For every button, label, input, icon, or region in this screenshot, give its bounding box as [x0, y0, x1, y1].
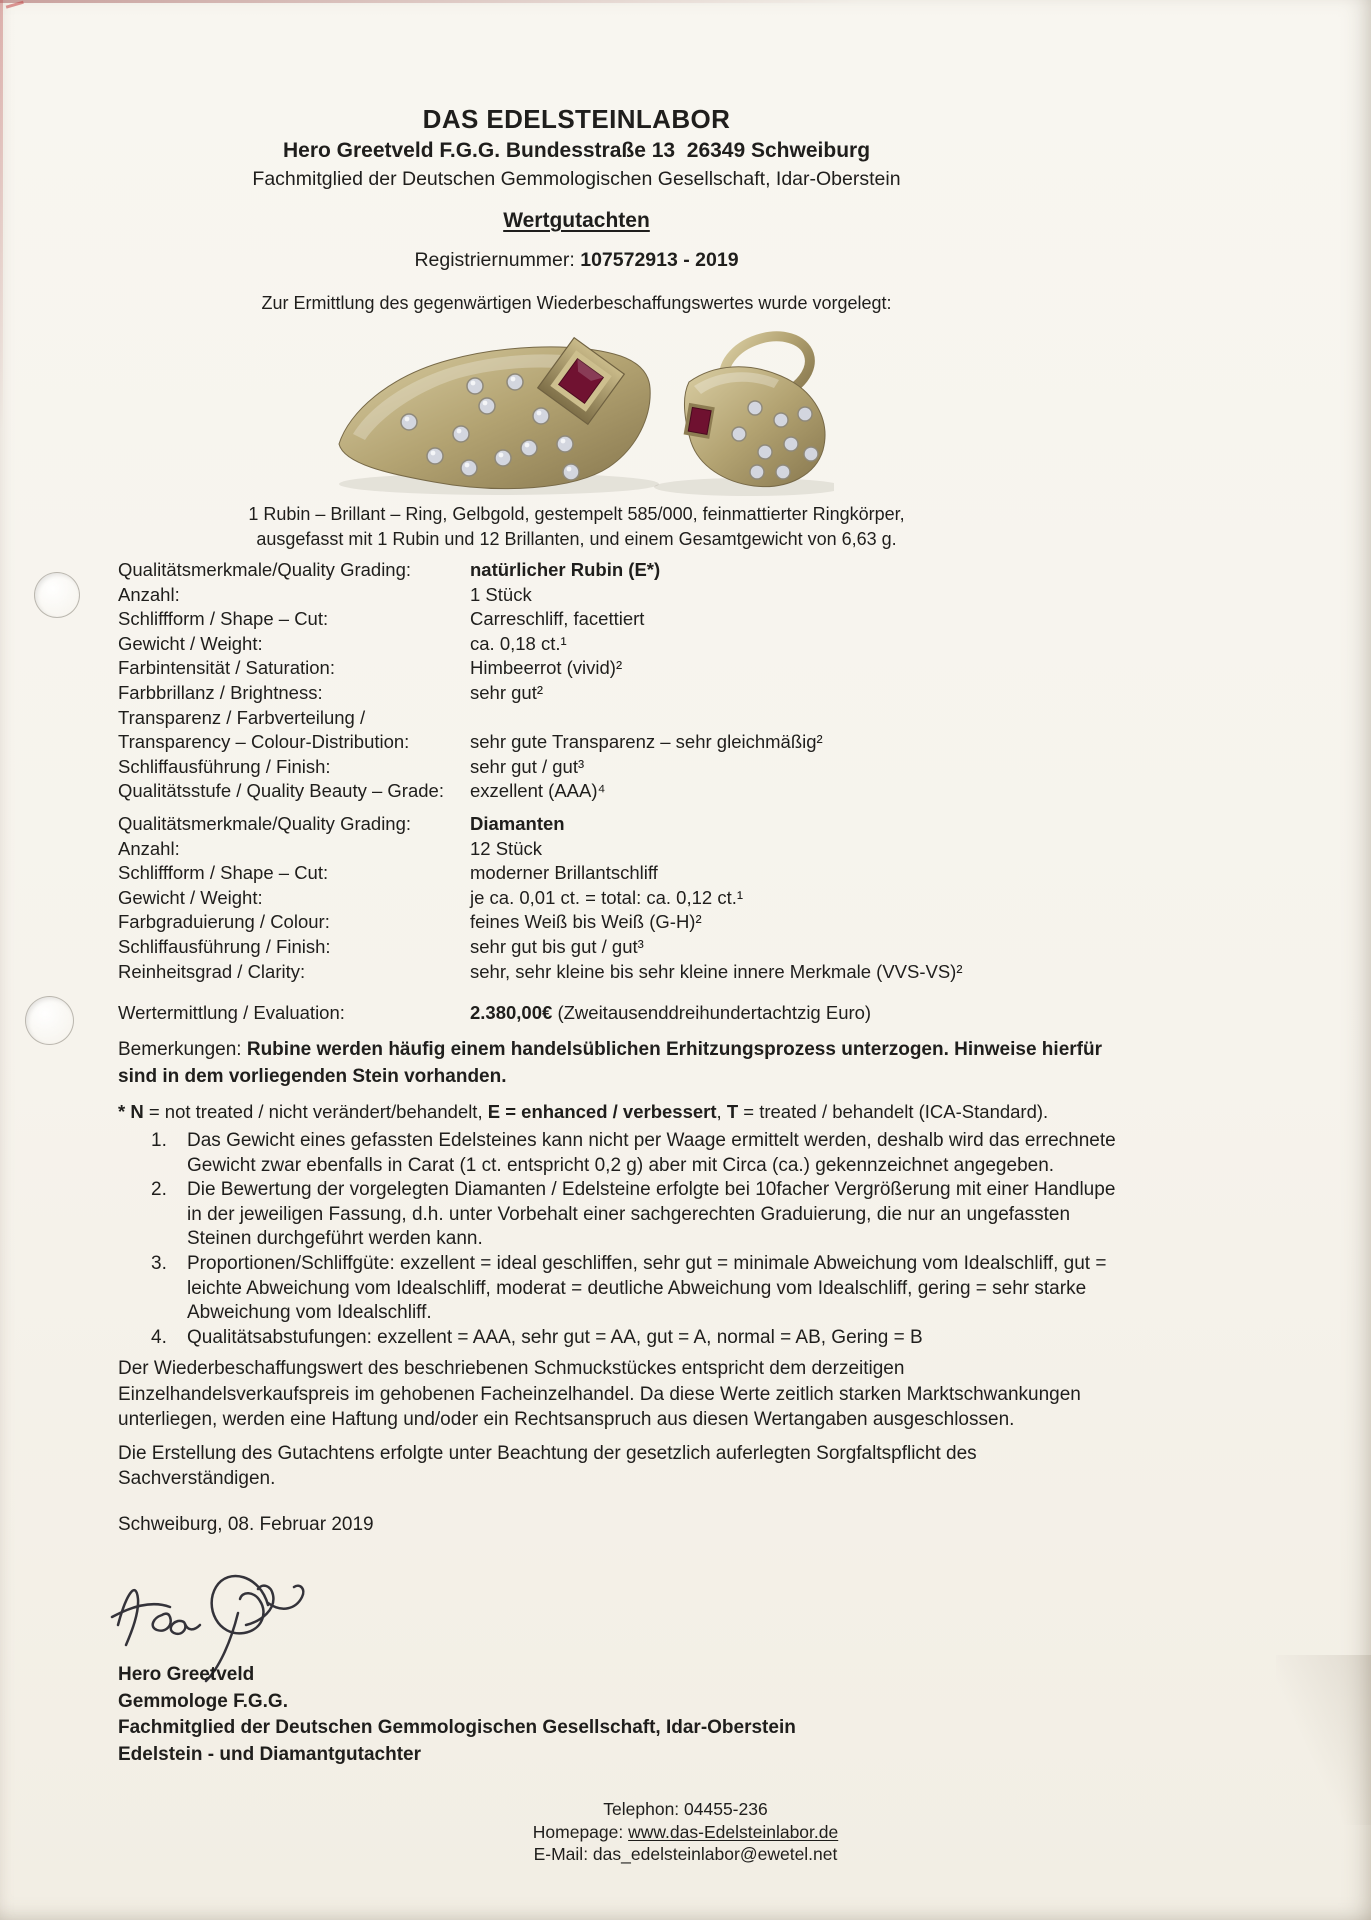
grading-row-label: Schliffausführung / Finish: — [118, 935, 331, 957]
footnote-number: 2. — [151, 1179, 167, 1201]
document-title: Wertgutachten — [503, 209, 650, 232]
treatment-note-segment: E = enhanced / verbessert — [487, 1101, 717, 1123]
grading-row-label: Farbgraduierung / Colour: — [118, 911, 330, 933]
grading-row — [118, 910, 1298, 935]
grading-row-value: sehr gut / gut³ — [470, 755, 585, 777]
grading-row — [118, 583, 1298, 608]
footnote-line: leichte Abweichung vom Idealschliff, moderat = deutliche Abweichung vom Idealschliff, gering = sehr starke — [187, 1277, 1087, 1299]
remarks-text: Rubine werden häufig einem handelsüblichen Erhitzungsprozess unterzogen. Hinweise hierfür — [246, 1039, 1102, 1061]
footnote-item — [118, 1129, 1298, 1178]
grading-row — [118, 632, 1298, 657]
treatment-note-segment: , — [716, 1101, 727, 1123]
hole-punch-top — [34, 572, 80, 618]
registration-number: 107572913 - 2019 — [580, 249, 739, 271]
grading-row-value: 1 Stück — [470, 583, 532, 605]
signer-block — [118, 1662, 1298, 1768]
footnote-text — [187, 1178, 1298, 1252]
intro-line: Zur Ermittlung des gegenwärtigen Wiederbeschaffungswertes wurde vorgelegt: — [261, 293, 892, 313]
grading-row-label: Transparenz / Farbverteilung / — [118, 706, 366, 728]
grading-row-label: Anzahl: — [118, 583, 180, 605]
footnote-number: 4. — [151, 1326, 167, 1348]
footnote-line: Steinen durchgeführt werden kann. — [187, 1228, 483, 1250]
grading-row-label: Transparency – Colour-Distribution: — [118, 731, 410, 753]
scan-corner-mark — [6, 1, 27, 17]
valuation-value — [470, 1000, 871, 1025]
lab-address: Hero Greetveld F.G.G. Bundesstraße 13 26349 Schweiburg — [282, 139, 871, 162]
remarks — [118, 1037, 1298, 1090]
paragraph-line: unterliegen, werden eine Haftung und/oder ein Rechtsanspruch aus diesen Wertangaben ausgeschlossen. — [118, 1408, 1015, 1430]
grading-row-label: Anzahl: — [118, 837, 180, 859]
footnote-line: Proportionen/Schliffgüte: exzellent = ideal geschliffen, sehr gut = minimale Abweichung vom Idealschliff, gut = — [187, 1253, 1107, 1275]
grading-row-value: feines Weiß bis Weiß (G-H)² — [470, 911, 702, 933]
signature-handwriting — [110, 1557, 1298, 1662]
grading-row-value: sehr, sehr kleine bis sehr kleine innere Merkmale (VVS-VS)² — [470, 960, 963, 982]
grading-row — [118, 812, 1298, 837]
registration-line — [118, 248, 1035, 273]
footnote-line: Gewicht zwar ebenfalls in Carat (1 ct. entspricht 0,2 g) aber mit Circa (ca.) gekennzeichnet angegeben. — [187, 1154, 1055, 1176]
lab-name: DAS EDELSTEINLABOR — [422, 104, 731, 134]
signer-name: Hero Greetveld — [118, 1664, 255, 1686]
grading-row-label: Gewicht / Weight: — [118, 632, 263, 654]
grading-row-label: Farbintensität / Saturation: — [118, 657, 335, 679]
grading-row — [118, 558, 1298, 583]
grading-row — [118, 706, 1298, 731]
footer-contact — [0, 1798, 1371, 1866]
grading-row-value: sehr gute Transparenz – sehr gleichmäßig² — [470, 731, 823, 753]
grading-row-label: Farbbrillanz / Brightness: — [118, 681, 323, 703]
grading-row-label: Gewicht / Weight: — [118, 886, 263, 908]
grading-row-value: je ca. 0,01 ct. = total: ca. 0,12 ct.¹ — [470, 886, 744, 908]
signer-membership: Fachmitglied der Deutschen Gemmologischen Gesellschaft, Idar-Oberstein — [118, 1717, 796, 1739]
grading-row-value: Diamanten — [470, 812, 565, 834]
grading-row — [118, 681, 1298, 706]
footer-homepage-label: Homepage: — [532, 1821, 629, 1842]
diligence-paragraph — [118, 1441, 1298, 1491]
grading-row-label: Reinheitsgrad / Clarity: — [118, 960, 306, 982]
grading-row-value: sehr gut² — [470, 681, 544, 703]
footer-phone: Telephon: 04455-236 — [603, 1799, 768, 1819]
item-description-line: 1 Rubin – Brillant – Ring, Gelbgold, gestempelt 585/000, feinmattierter Ringkörper, — [248, 504, 905, 524]
grading-row-value: ca. 0,18 ct.¹ — [470, 632, 567, 654]
remarks-label: Bemerkungen: — [118, 1039, 247, 1061]
letterhead — [118, 104, 1035, 316]
grading-row-value: natürlicher Rubin (E*) — [470, 559, 661, 580]
paragraph-line: Der Wiederbeschaffungswert des beschriebenen Schmuckstückes entspricht dem derzeitigen — [118, 1358, 905, 1380]
grading-row — [118, 886, 1298, 911]
grading-row-label: Qualitätsstufe / Quality Beauty – Grade: — [118, 780, 444, 802]
grading-row — [118, 730, 1298, 755]
footnote-line: in der jeweiligen Fassung, d.h. unter Vorbehalt einer sachgerechten Graduierung, die nur an ungefassten — [187, 1203, 1071, 1225]
footnote-item — [118, 1326, 1298, 1351]
footnote-number: 3. — [151, 1253, 167, 1275]
footer-homepage — [0, 1821, 1371, 1844]
item-description — [118, 502, 1035, 552]
grading-row-value: Himbeerrot (vivid)² — [470, 657, 623, 679]
scan-edge-artifact — [0, 0, 3, 430]
footnotes — [118, 1129, 1298, 1350]
footnote-text — [187, 1326, 1298, 1351]
grading-row — [118, 837, 1298, 862]
footnote-text — [187, 1252, 1298, 1326]
ring-photo — [118, 324, 1035, 498]
footnote-line: Qualitätsabstufungen: exzellent = AAA, sehr gut = AA, gut = A, normal = AB, Gering = B — [187, 1326, 923, 1348]
treatment-note — [118, 1100, 1298, 1124]
grading-row — [118, 755, 1298, 780]
footnote-item — [118, 1252, 1298, 1326]
footnote-item — [118, 1178, 1298, 1252]
grading-row-value: Carreschliff, facettiert — [470, 608, 645, 630]
grading-row-value: moderner Brillantschliff — [470, 862, 658, 884]
item-description-line: ausgefasst mit 1 Rubin und 12 Brillanten, und einem Gesamtgewicht von 6,63 g. — [256, 529, 897, 549]
grading-row-value: exzellent (AAA)⁴ — [470, 780, 606, 802]
hole-punch-bottom — [25, 996, 74, 1045]
footnote-number: 1. — [151, 1130, 167, 1152]
grading-row-label: Schliffform / Shape – Cut: — [118, 862, 329, 884]
footnote-line: Die Bewertung der vorgelegten Diamanten / Edelsteine erfolgte bei 10facher Vergrößerung mit einer Handlupe — [187, 1179, 1116, 1201]
valuation-amount-words: (Zweitausenddreihundertachtzig Euro) — [557, 1002, 872, 1024]
footnote-line: Das Gewicht eines gefassten Edelsteines kann nicht per Waage ermittelt werden, deshalb wird das errechnete — [187, 1130, 1116, 1152]
grading-row-label: Qualitätsmerkmale/Quality Grading: — [118, 559, 412, 580]
grading-row — [118, 656, 1298, 681]
lab-membership: Fachmitglied der Deutschen Gemmologischen Gesellschaft, Idar-Oberstein — [252, 168, 901, 190]
valuation-row — [118, 1000, 1298, 1025]
grading-row — [118, 607, 1298, 632]
footnote-line: Abweichung vom Idealschliff. — [187, 1302, 432, 1324]
grading-row-label: Qualitätsmerkmale/Quality Grading: — [118, 812, 412, 834]
treatment-note-segment: * N — [118, 1101, 144, 1123]
remarks-text: sind in dem vorliegenden Stein vorhanden. — [118, 1065, 507, 1087]
grading-row — [118, 960, 1298, 985]
place-date: Schweiburg, 08. Februar 2019 — [118, 1514, 374, 1536]
grading-row — [118, 861, 1298, 886]
ring-photo-illustration — [319, 324, 834, 498]
signer-title: Gemmologe F.G.G. — [118, 1690, 288, 1712]
footer-homepage-url: www.das-Edelsteinlabor.de — [628, 1821, 839, 1842]
treatment-note-segment: T — [726, 1101, 739, 1123]
grading-row — [118, 779, 1298, 804]
footer-email: E-Mail: das_edelsteinlabor@ewetel.net — [533, 1844, 838, 1864]
paragraph-line: Die Erstellung des Gutachtens erfolgte unter Beachtung der gesetzlich auferlegten Sorgfaltspflicht des — [118, 1443, 977, 1465]
document-body — [118, 0, 1298, 1768]
grading-row-label: Schliffausführung / Finish: — [118, 755, 331, 777]
ruby-grading-table — [118, 558, 1298, 804]
grading-row-value: 12 Stück — [470, 837, 542, 859]
signer-role: Edelstein - und Diamantgutachter — [118, 1743, 421, 1765]
registration-label: Registriernummer: — [414, 249, 575, 271]
treatment-note-segment: = treated / behandelt (ICA-Standard). — [738, 1101, 1049, 1123]
valuation-amount: 2.380,00€ — [470, 1002, 553, 1024]
grading-row-value: sehr gut bis gut / gut³ — [470, 935, 644, 957]
grading-row-label: Schliffform / Shape – Cut: — [118, 608, 329, 630]
diamond-grading-table — [118, 812, 1298, 984]
treatment-note-segment: = not treated / nicht verändert/behandelt, — [143, 1101, 488, 1123]
paragraph-line: Einzelhandelsverkaufspreis im gehobenen Facheinzelhandel. Da diese Werte zeitlich starken Marktschwankungen — [118, 1383, 1081, 1405]
grading-row — [118, 935, 1298, 960]
disclaimer-paragraph — [118, 1356, 1298, 1432]
footnote-text — [187, 1129, 1298, 1178]
paragraph-line: Sachverständigen. — [118, 1468, 276, 1490]
valuation-label: Wertermittlung / Evaluation: — [118, 1002, 345, 1024]
